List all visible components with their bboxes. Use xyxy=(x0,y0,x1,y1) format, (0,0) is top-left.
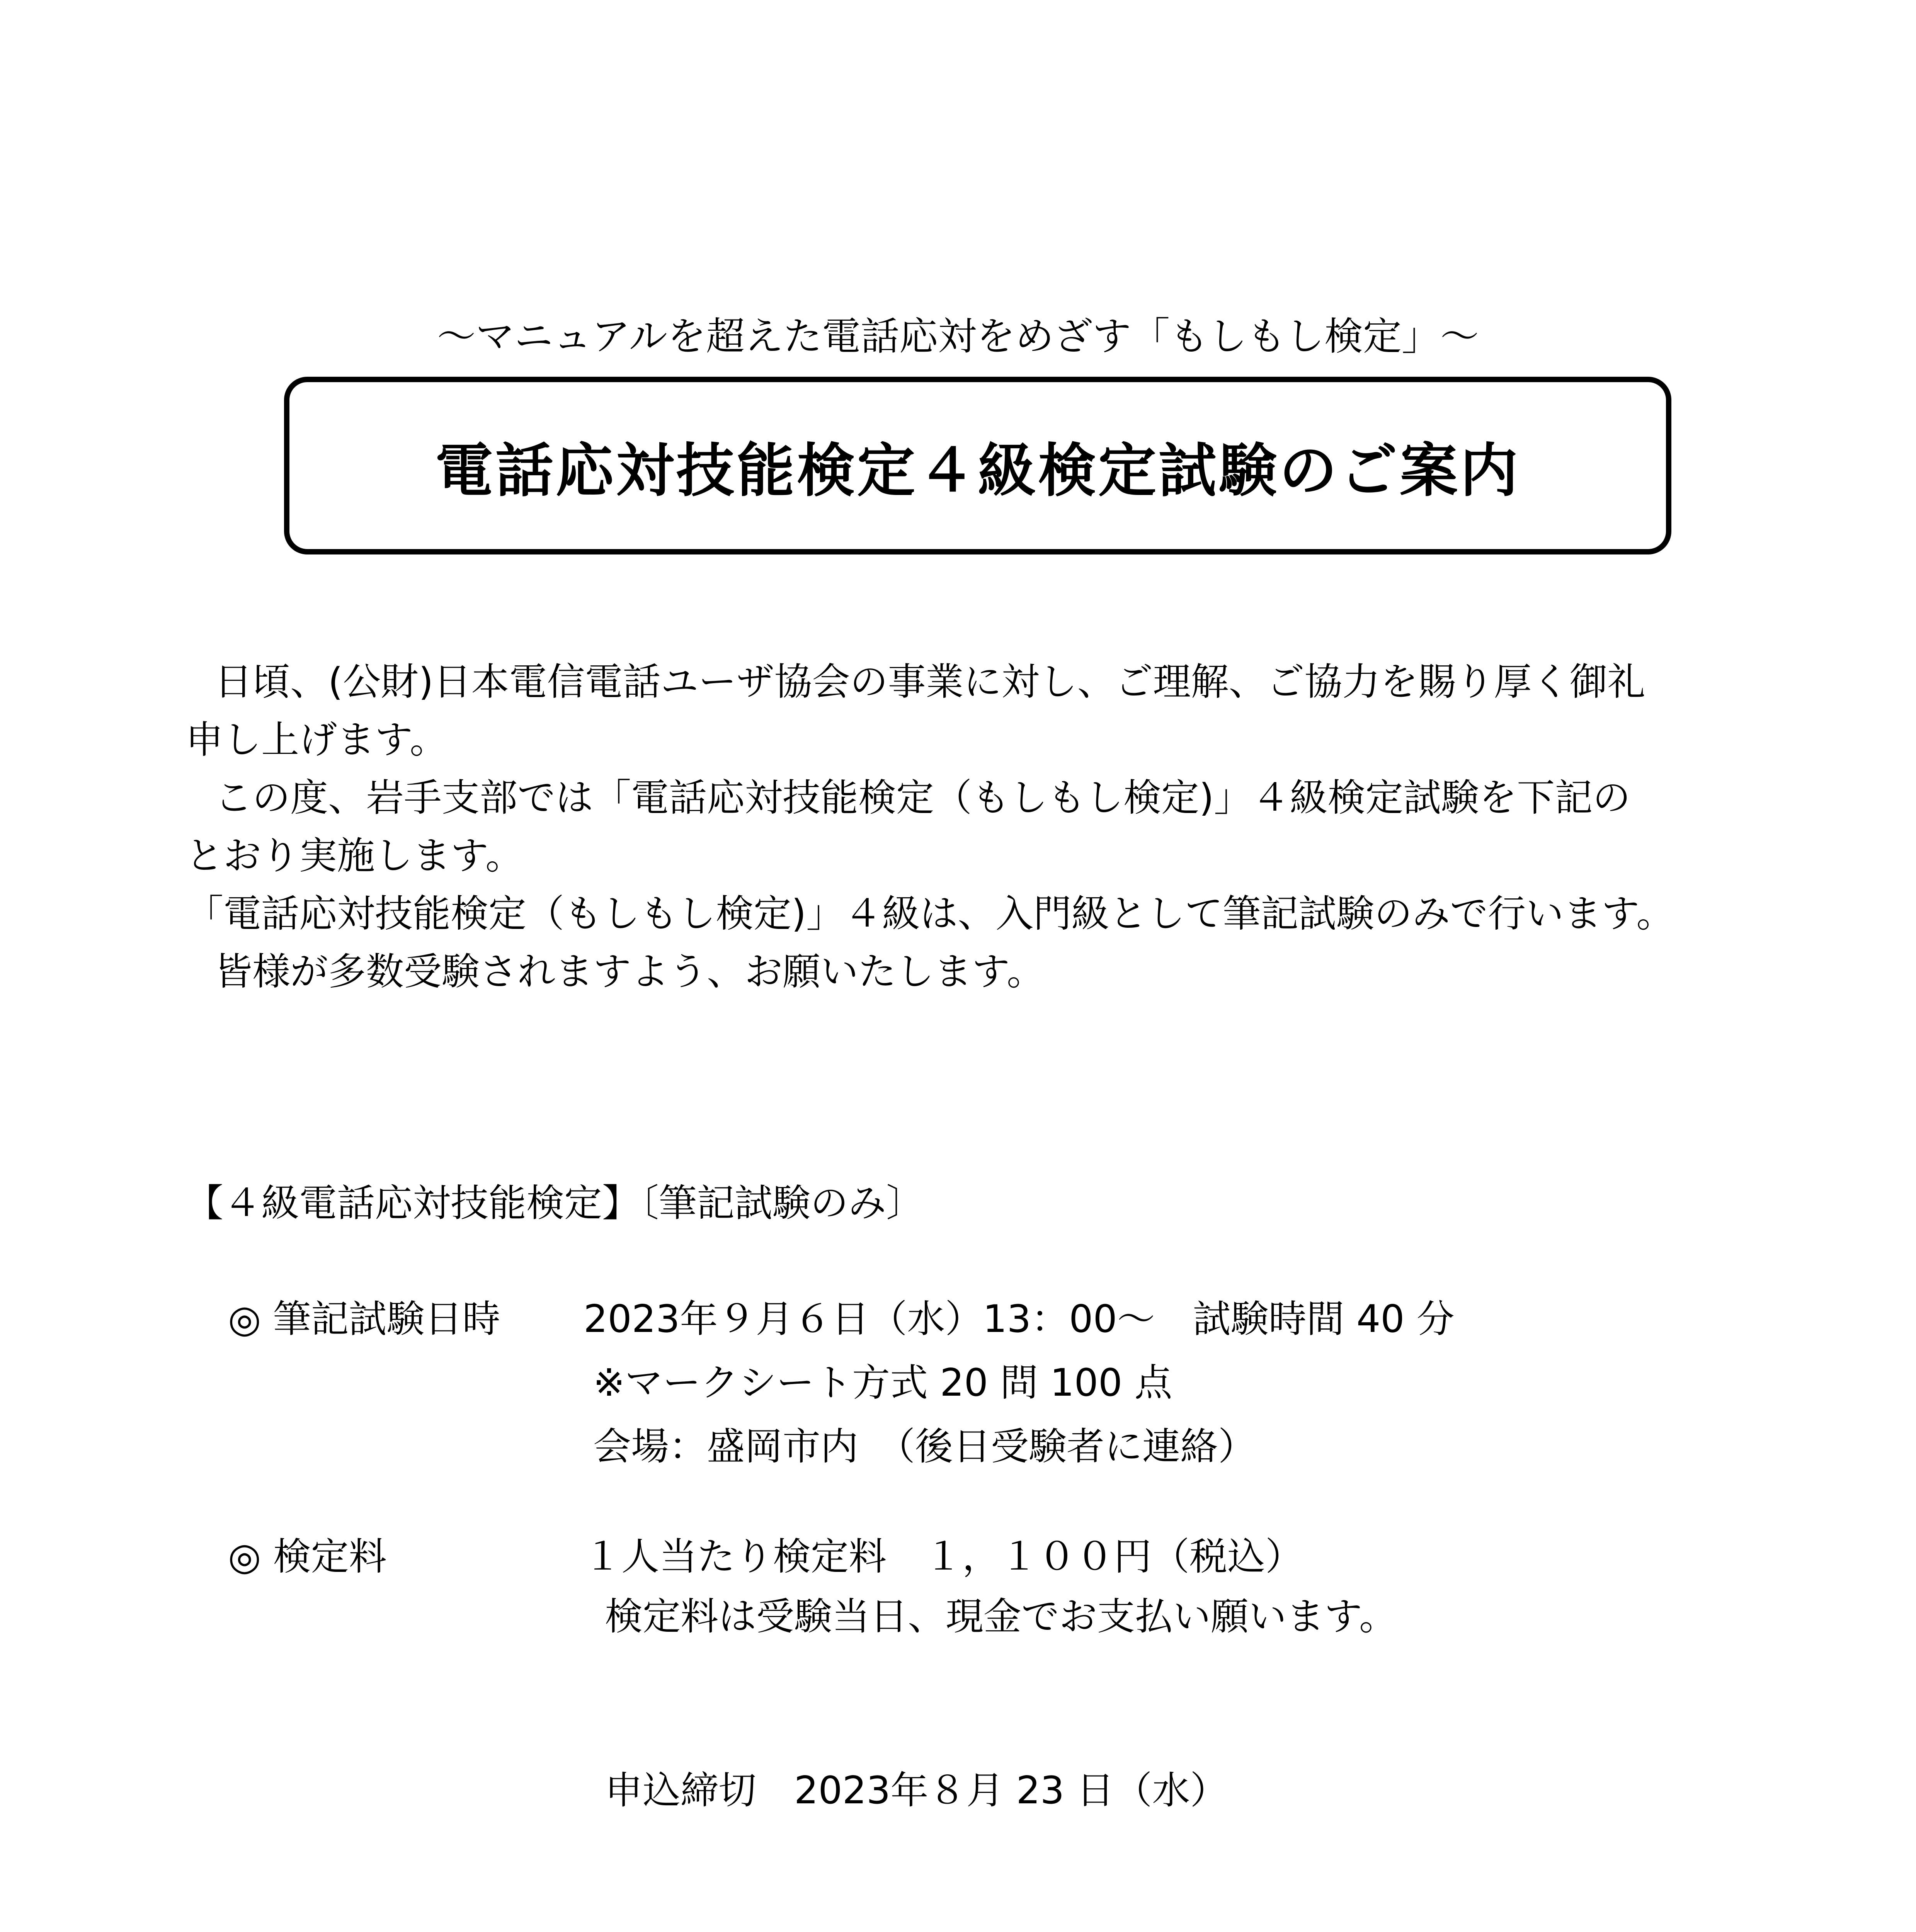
exam-fee-label: ◎ 検定料 xyxy=(228,1535,387,1579)
page-title: 電話応対技能検定４級検定試験のご案内 xyxy=(435,437,1520,505)
exam-datetime-value: 2023年９月６日（水）13：00～ 試験時間 40 分 xyxy=(584,1297,1455,1341)
intro-line-4: とおり実施します。 xyxy=(185,834,524,878)
application-deadline: 申込締切 2023年８月 23 日（水） xyxy=(605,1769,1228,1813)
title-box xyxy=(284,377,1671,554)
exam-venue: 会場：盛岡市内 （後日受験者に連絡） xyxy=(593,1425,1256,1469)
exam-fee-value: １人当たり検定料 １，１００円（税込） xyxy=(584,1535,1303,1579)
intro-line-3: この度、岩手支部では「電話応対技能検定（もしもし検定)」４級検定試験を下記の xyxy=(214,776,1631,820)
intro-line-6: 皆様が多数受験されますよう、お願いたします。 xyxy=(214,950,1045,994)
exam-heading: 【４級電話応対技能検定】〔筆記試験のみ〕 xyxy=(185,1181,924,1225)
intro-line-2: 申し上げます。 xyxy=(185,718,448,762)
subtitle: ～マニュアルを超えた電話応対をめざす「もしもし検定」～ xyxy=(437,314,1479,359)
intro-line-5: 「電話応対技能検定（もしもし検定)」４級は、入門級として筆記試験のみで行います。 xyxy=(185,892,1674,936)
exam-datetime-label: ◎ 筆記試験日時 xyxy=(228,1297,500,1341)
exam-fee-note: 検定料は受験当日、現金でお支払い願います。 xyxy=(605,1595,1397,1639)
exam-format-note: ※マークシート方式 20 問 100 点 xyxy=(593,1361,1172,1405)
intro-line-1: 日頃、(公財)日本電信電話ユーザ協会の事業に対し、ご理解、ご協力を賜り厚く御礼 xyxy=(214,660,1645,704)
